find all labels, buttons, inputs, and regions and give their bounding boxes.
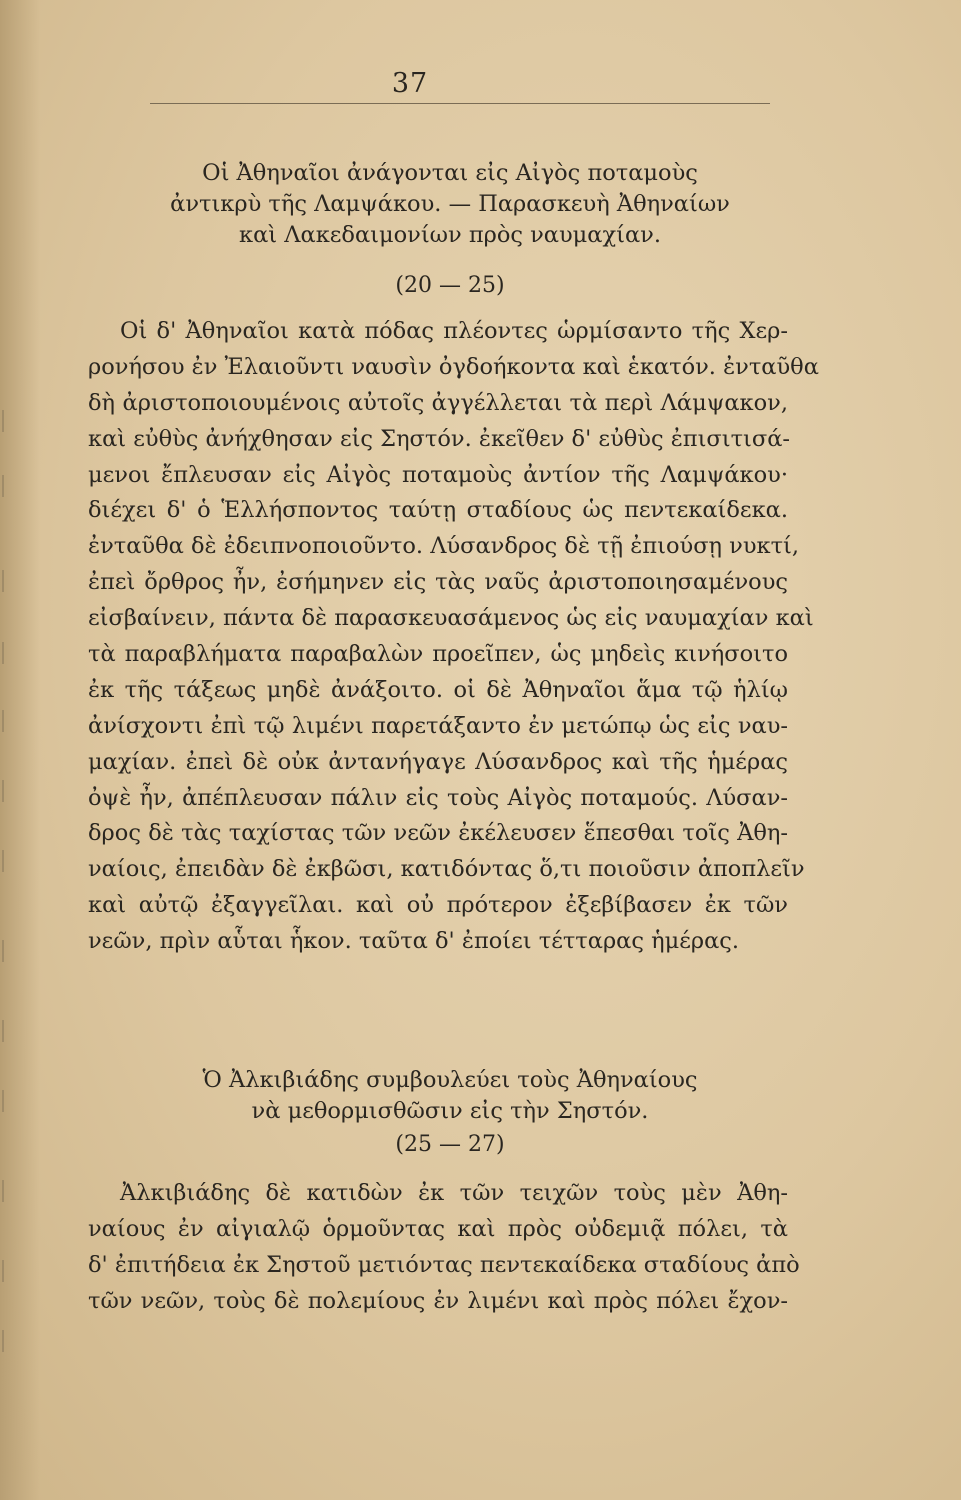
text-line: ἐπεὶ ὄρθρος ἦν, ἐσήμηνεν εἰς τὰς ναῦς ἀριστοποιησαμένους	[88, 569, 788, 596]
text-line: ἀνίσχοντι ἐπὶ τῷ λιμένι παρετάξαντο ἐν μετώπῳ ὡς εἰς ναυ-	[88, 712, 788, 739]
text-line: μενοι ἔπλευσαν εἰς Αἰγὸς ποταμοὺς ἀντίον τῆς Λαμψάκου·	[88, 461, 788, 488]
heading-line: νὰ μεθορμισθῶσιν εἰς τὴν Σηστόν.	[251, 1098, 649, 1124]
text-line: καὶ αὐτῷ ἐξαγγεῖλαι. καὶ οὐ πρότερον ἐξεβίβασεν ἐκ τῶν	[88, 892, 788, 919]
header-rule	[150, 103, 770, 104]
heading-line: ἀντικρὺ τῆς Λαμψάκου. — Παρασκευὴ Ἀθηναίων	[170, 191, 730, 217]
text-line: διέχει δ' ὁ Ἑλλήσποντος ταύτῃ σταδίους ὡς πεντεκαίδεκα.	[88, 497, 788, 524]
text-line: τὰ παραβλήματα παραβαλὼν προεῖπεν, ὡς μηδεὶς κινήσοιτο	[88, 641, 788, 668]
margin-marks	[2, 380, 16, 1380]
text-line: ἐνταῦθα δὲ ἐδειπνοποιοῦντο. Λύσανδρος δὲ τῇ ἐπιούσῃ νυκτί,	[88, 533, 800, 560]
text-line: καὶ εὐθὺς ἀνήχθησαν εἰς Σηστόν. ἐκεῖθεν δ' εὐθὺς ἐπισιτισά-	[88, 425, 791, 452]
text-line: τῶν νεῶν, τοὺς δὲ πολεμίους ἐν λιμένι καὶ πρὸς πόλει ἔχον-	[88, 1287, 788, 1314]
text-line: δὴ ἀριστοποιουμένοις αὐτοῖς ἀγγέλλεται τὰ περὶ Λάμψακον,	[88, 389, 788, 416]
text-line: ναίους ἐν αἰγιαλῷ ὁρμοῦντας καὶ πρὸς οὐδεμιᾷ πόλει, τὰ	[88, 1215, 788, 1242]
section-reference-1: (20 — 25)	[395, 273, 505, 298]
text-line: νεῶν, πρὶν αὗται ἧκον. ταῦτα δ' ἐποίει τέτταρας ἡμέρας.	[88, 928, 740, 955]
text-line: ὀψὲ ἦν, ἀπέπλευσαν πάλιν εἰς τοὺς Αἰγὸς ποταμούς. Λύσαν-	[88, 784, 788, 811]
paragraph-1	[88, 314, 819, 960]
text-line: ἐκ τῆς τάξεως μηδὲ ἀνάξοιτο. οἱ δὲ Ἀθηναῖοι ἅμα τῷ ἡλίῳ	[88, 676, 788, 703]
heading-line: Οἱ Ἀθηναῖοι ἀνάγονται εἰς Αἰγὸς ποταμοὺς	[202, 160, 698, 186]
text-line: ρονήσου ἐν Ἐλαιοῦντι ναυσὶν ὀγδοήκοντα καὶ ἑκατόν. ἐνταῦθα	[88, 353, 819, 380]
section-heading-1	[80, 158, 820, 251]
paragraph-2	[88, 1176, 800, 1320]
text-line: Ἀλκιβιάδης δὲ κατιδὼν ἐκ τῶν τειχῶν τοὺς μὲν Ἀθη-	[120, 1180, 788, 1206]
text-line: μαχίαν. ἐπεὶ δὲ οὐκ ἀντανήγαγε Λύσανδρος καὶ τῆς ἡμέρας	[88, 748, 788, 775]
section-reference-2: (25 — 27)	[395, 1132, 505, 1157]
text-line: δρος δὲ τὰς ταχίστας τῶν νεῶν ἐκέλευσεν ἕπεσθαι τοῖς Ἀθη-	[88, 820, 788, 847]
text-line: Οἱ δ' Ἀθηναῖοι κατὰ πόδας πλέοντες ὡρμίσαντο τῆς Χερ-	[120, 318, 788, 344]
page-number: 37	[391, 68, 429, 99]
text-line: εἰσβαίνειν, πάντα δὲ παρασκευασάμενος ὡς εἰς ναυμαχίαν καὶ	[88, 605, 814, 632]
heading-line: Ὁ Ἀλκιβιάδης συμβουλεύει τοὺς Ἀθηναίους	[202, 1067, 698, 1093]
section-heading-2	[80, 1065, 820, 1127]
heading-line: καὶ Λακεδαιμονίων πρὸς ναυμαχίαν.	[239, 222, 661, 248]
text-line: ναίοις, ἐπειδὰν δὲ ἐκβῶσι, κατιδόντας ὅ,τι ποιοῦσιν ἀποπλεῖν	[88, 856, 805, 883]
text-line: δ' ἐπιτήδεια ἐκ Σηστοῦ μετιόντας πεντεκαίδεκα σταδίους ἀπὸ	[88, 1251, 800, 1278]
